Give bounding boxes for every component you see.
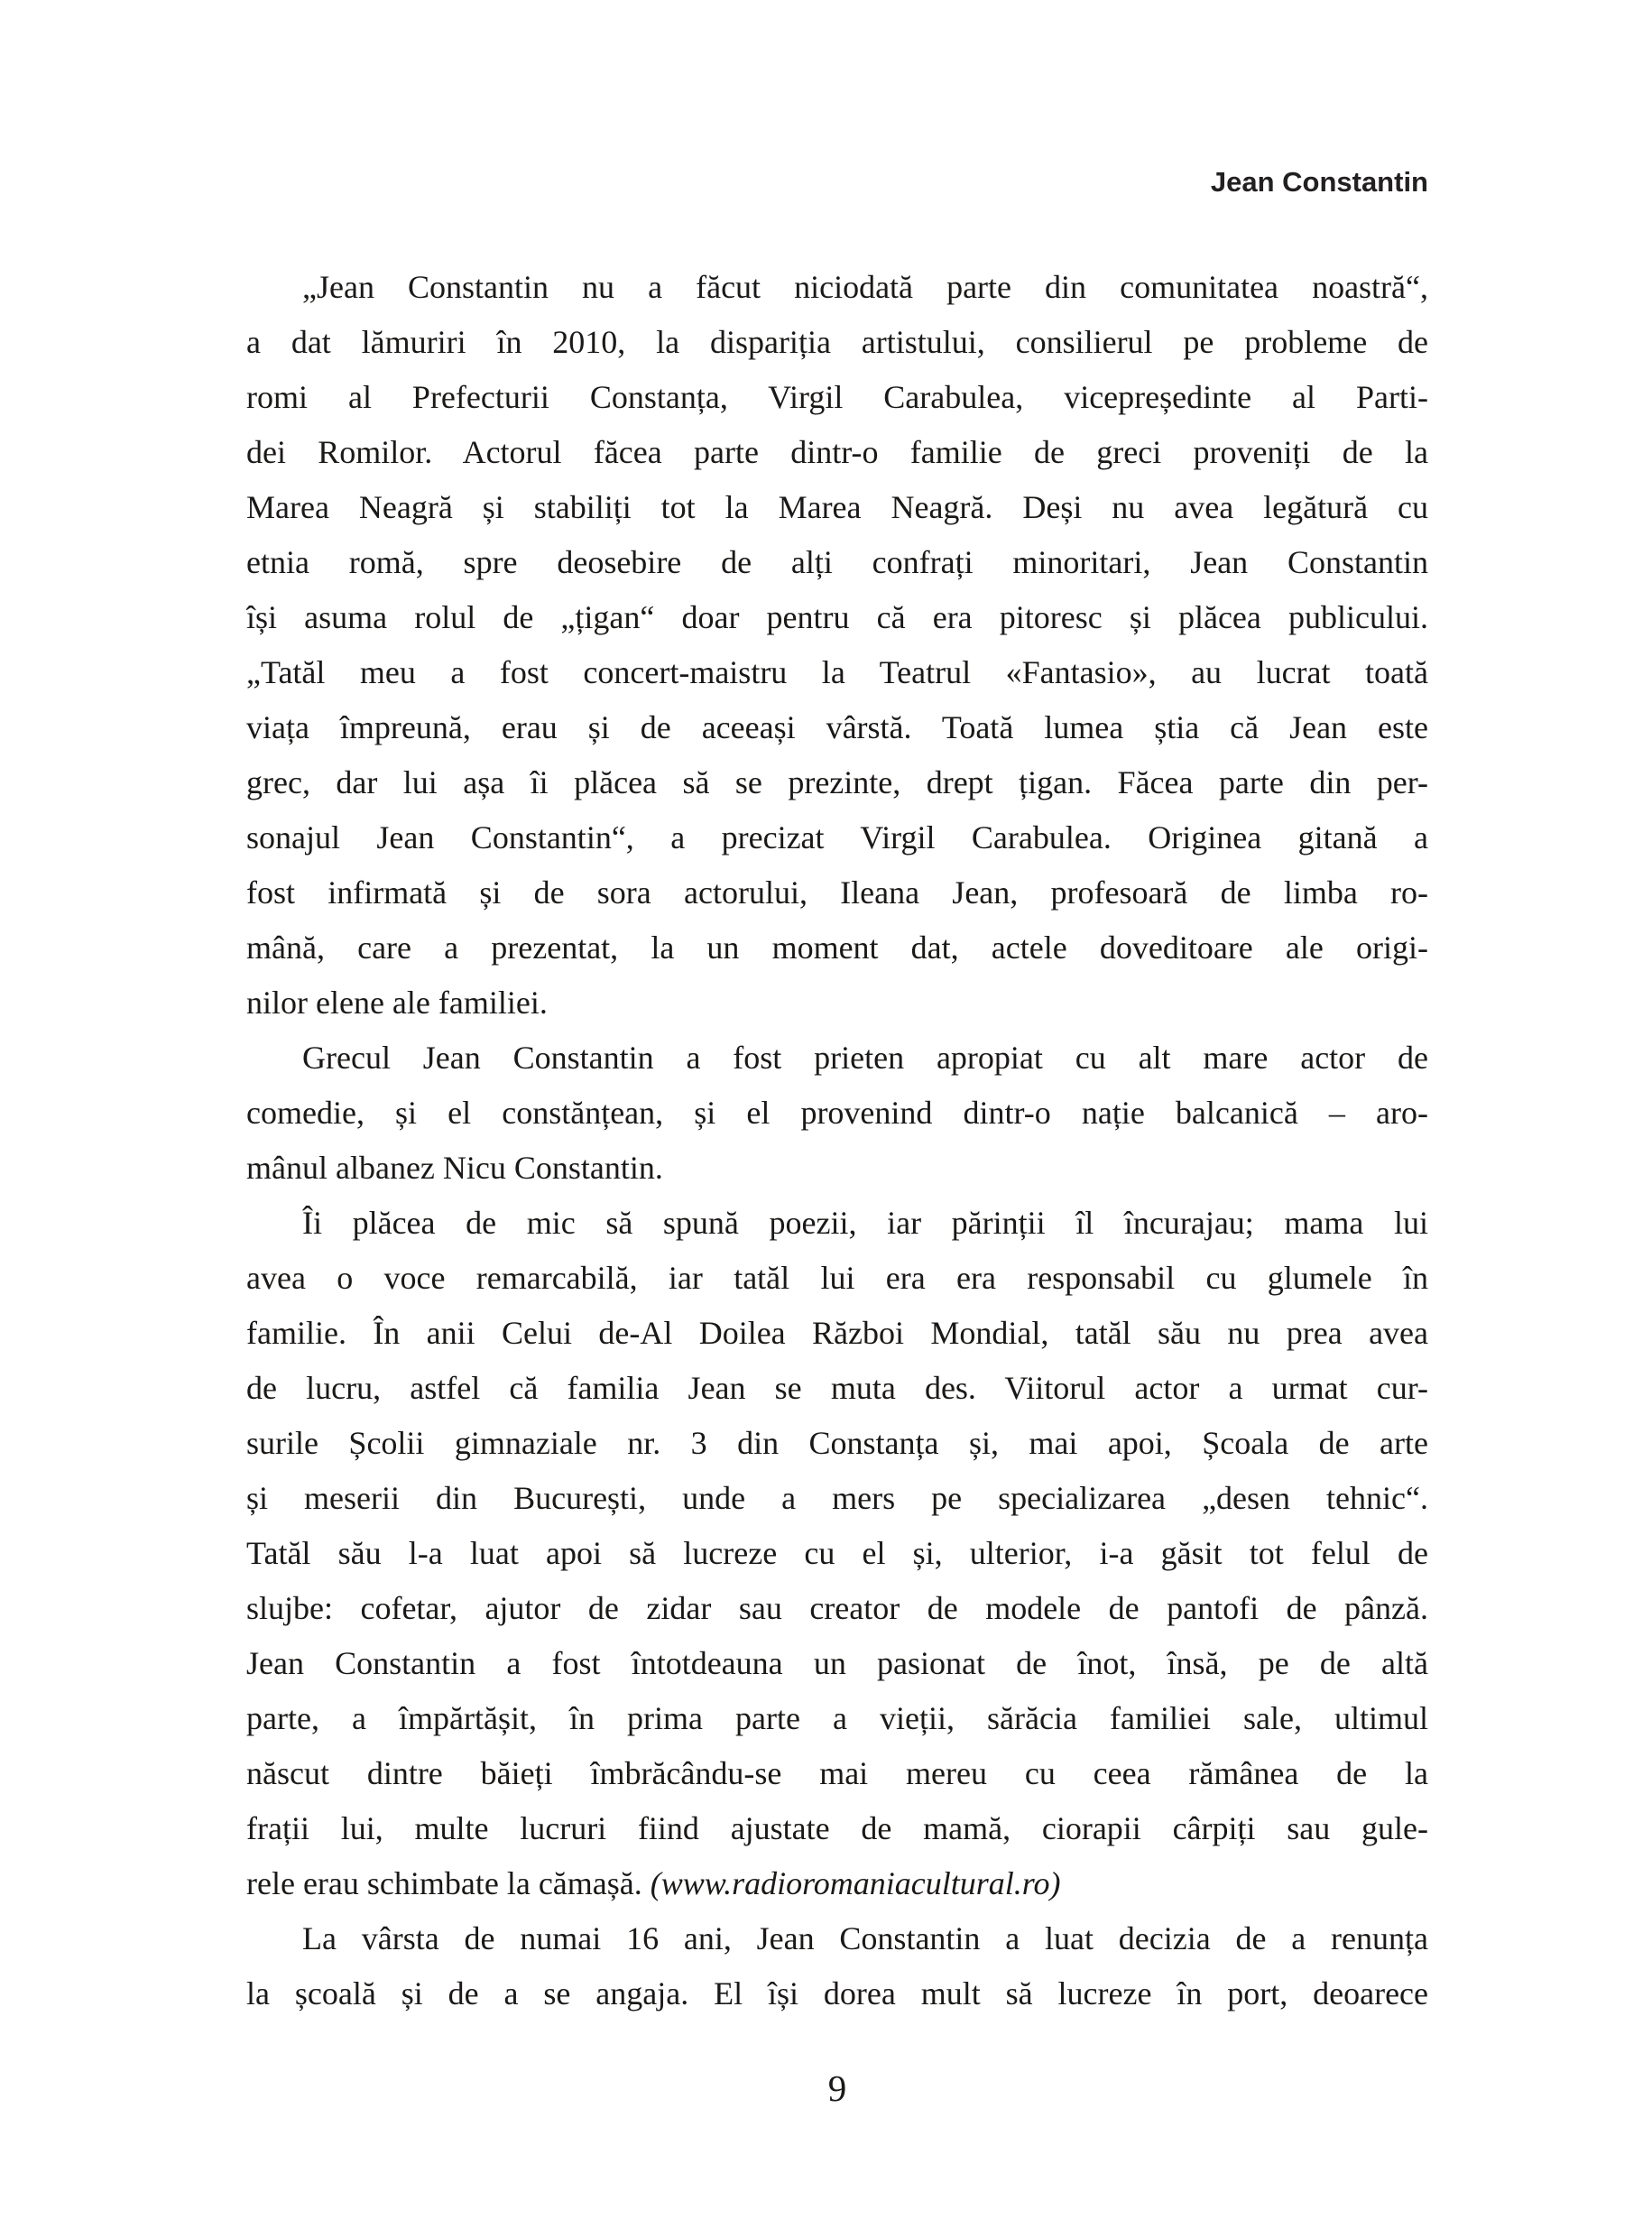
text-segment: mânul albanez Nicu Constantin. bbox=[246, 1150, 663, 1186]
text-segment: mână, care a prezentat, la un moment dat, actele doveditoare ale origi- bbox=[246, 929, 1428, 966]
text-line bbox=[246, 1801, 1428, 1856]
text-segment: nilor elene ale familiei. bbox=[246, 985, 548, 1021]
text-line bbox=[246, 976, 1428, 1031]
text-line bbox=[246, 535, 1428, 590]
text-line bbox=[246, 1966, 1428, 2021]
text-line bbox=[246, 1911, 1428, 1966]
text-line bbox=[246, 1196, 1428, 1251]
text-line bbox=[246, 645, 1428, 700]
text-segment: dei Romilor. Actorul făcea parte dintr-o familie de greci proveniți de la bbox=[246, 434, 1428, 470]
text-segment: își asuma rolul de „țigan“ doar pentru că era pitoresc și plăcea publicului. bbox=[246, 599, 1428, 635]
text-line bbox=[246, 1251, 1428, 1306]
text-line bbox=[246, 1086, 1428, 1141]
text-line bbox=[246, 590, 1428, 645]
text-line bbox=[246, 1031, 1428, 1086]
text-line bbox=[246, 315, 1428, 370]
text-segment: Tatăl său l-a luat apoi să lucreze cu el și, ulterior, i-a găsit tot felul de bbox=[246, 1535, 1428, 1571]
text-segment: romi al Prefecturii Constanța, Virgil Carabulea, vicepreședinte al Parti- bbox=[246, 379, 1428, 415]
text-segment: născut dintre băieți îmbrăcându-se mai mereu cu ceea rămânea de la bbox=[246, 1755, 1428, 1791]
body-text bbox=[246, 260, 1428, 2021]
text-segment: „Jean Constantin nu a făcut niciodată parte din comunitatea noastră“, bbox=[302, 269, 1428, 305]
text-line bbox=[246, 920, 1428, 976]
text-segment: de lucru, astfel că familia Jean se muta des. Viitorul actor a urmat cur- bbox=[246, 1370, 1428, 1406]
text-segment: (www.radioromaniacultural.ro) bbox=[650, 1865, 1061, 1901]
text-segment: fost infirmată și de sora actorului, Ileana Jean, profesoară de limba ro- bbox=[246, 874, 1428, 911]
text-segment: viața împreună, erau și de aceeași vârstă. Toată lumea știa că Jean este bbox=[246, 709, 1428, 745]
text-segment: la școală și de a se angaja. El își dorea mult să lucreze în port, deoarece bbox=[246, 1975, 1428, 2011]
text-segment: familie. În anii Celui de-Al Doilea Război Mondial, tatăl său nu prea avea bbox=[246, 1315, 1428, 1351]
text-line bbox=[246, 865, 1428, 920]
text-line bbox=[246, 1746, 1428, 1801]
text-segment: grec, dar lui așa îi plăcea să se prezinte, drept țigan. Făcea parte din per- bbox=[246, 764, 1428, 800]
text-line bbox=[246, 1581, 1428, 1636]
text-segment: La vârsta de numai 16 ani, Jean Constantin a luat decizia de a renunța bbox=[302, 1920, 1428, 1956]
text-line bbox=[246, 1856, 1428, 1911]
text-line bbox=[246, 1306, 1428, 1361]
text-segment: și meserii din București, unde a mers pe specializarea „desen tehnic“. bbox=[246, 1480, 1428, 1516]
text-line bbox=[246, 1361, 1428, 1416]
text-line bbox=[246, 370, 1428, 425]
text-line bbox=[246, 1691, 1428, 1746]
text-line bbox=[246, 260, 1428, 315]
text-line bbox=[246, 810, 1428, 865]
text-segment: surile Școlii gimnaziale nr. 3 din Constanța și, mai apoi, Școala de arte bbox=[246, 1425, 1428, 1461]
text-line bbox=[246, 1636, 1428, 1691]
text-segment: a dat lămuriri în 2010, la dispariția artistului, consilierul pe probleme de bbox=[246, 324, 1428, 360]
text-segment: sonajul Jean Constantin“, a precizat Virgil Carabulea. Originea gitană a bbox=[246, 819, 1428, 855]
text-line bbox=[246, 755, 1428, 810]
text-segment: Grecul Jean Constantin a fost prieten apropiat cu alt mare actor de bbox=[302, 1040, 1428, 1076]
text-segment: avea o voce remarcabilă, iar tatăl lui era era responsabil cu glumele în bbox=[246, 1260, 1428, 1296]
text-segment: Marea Neagră și stabiliți tot la Marea Neagră. Deși nu avea legătură cu bbox=[246, 489, 1428, 525]
text-line bbox=[246, 1141, 1428, 1196]
text-line bbox=[246, 1471, 1428, 1526]
text-segment: slujbe: cofetar, ajutor de zidar sau creator de modele de pantofi de pânză. bbox=[246, 1590, 1428, 1626]
text-segment: parte, a împărtășit, în prima parte a vieții, sărăcia familiei sale, ultimul bbox=[246, 1700, 1428, 1736]
text-segment: „Tatăl meu a fost concert-maistru la Teatrul «Fantasio», au lucrat toată bbox=[246, 654, 1428, 690]
text-segment: Îi plăcea de mic să spună poezii, iar părinții îl încurajau; mama lui bbox=[302, 1205, 1428, 1241]
text-line bbox=[246, 700, 1428, 755]
running-header: Jean Constantin bbox=[1210, 166, 1428, 198]
text-segment: etnia romă, spre deosebire de alți confrați minoritari, Jean Constantin bbox=[246, 544, 1428, 580]
page-number: 9 bbox=[827, 2067, 847, 2109]
text-line bbox=[246, 1416, 1428, 1471]
text-segment: comedie, și el constănțean, și el provenind dintr-o nație balcanică – aro- bbox=[246, 1095, 1428, 1131]
text-segment: rele erau schimbate la cămașă. bbox=[246, 1865, 651, 1901]
text-segment: Jean Constantin a fost întotdeauna un pasionat de înot, însă, pe de altă bbox=[246, 1645, 1428, 1681]
text-line bbox=[246, 425, 1428, 480]
text-segment: frații lui, multe lucruri fiind ajustate de mamă, ciorapii cârpiți sau gule- bbox=[246, 1810, 1428, 1846]
text-line bbox=[246, 1526, 1428, 1581]
text-line bbox=[246, 480, 1428, 535]
